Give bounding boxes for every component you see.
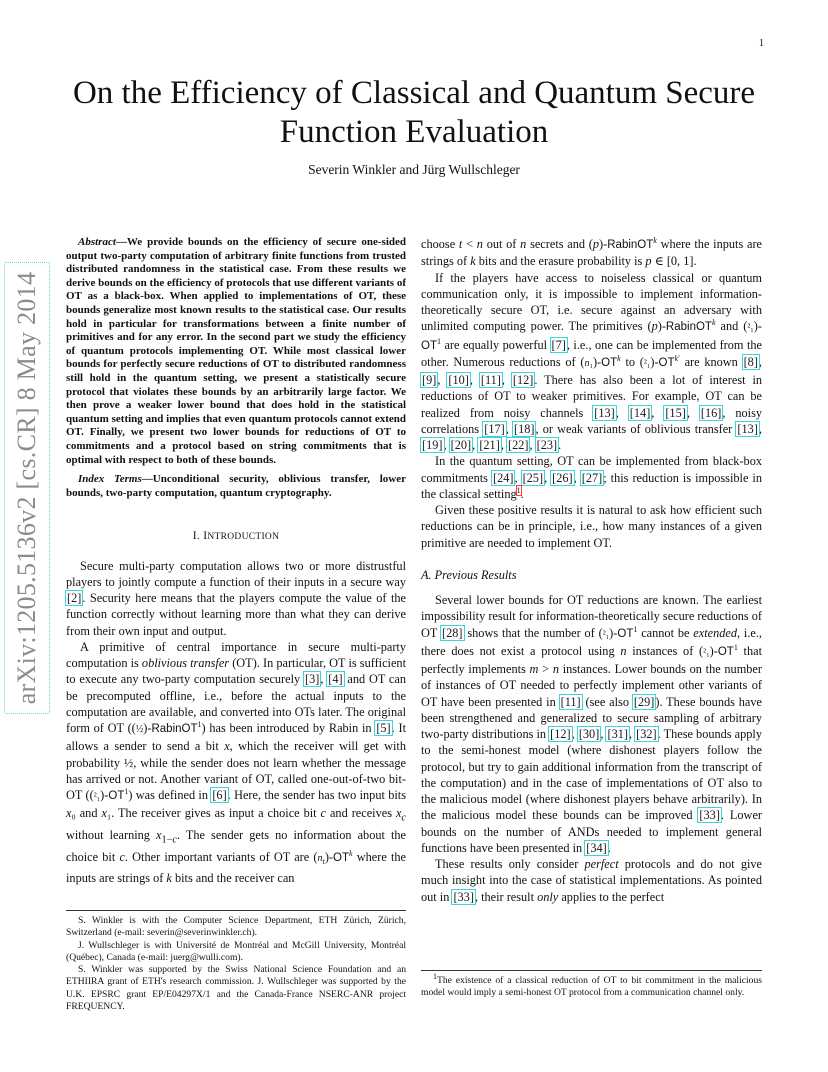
subsection-heading-previous-results: A. Previous Results <box>421 567 517 582</box>
arxiv-stamp[interactable] <box>4 262 50 714</box>
author-list: Severin Winkler and Jürg Wullschleger <box>308 162 520 177</box>
abstract-text: —We provide bounds on the efficiency of secure one-sided output two-party computation of arbitrary finite functions from trusted distributed randomness in the statistical case. From these results we derive bounds on the efficiency of protocols that use different variants of OT as a black-box. When applied to implementations of OT, these bounds generalize most known results to the statistical case. Our results hold in particular for transformations between a finite number of primitives and for any error. In the second part we study the efficiency of quantum protocols implementing OT. While most classical lower bounds for perfectly secure reductions of OT to distributed randomness still hold in the quantum setting, we present a statistically secure protocol that violates these bounds by an arbitrarily large factor. We then prove a weaker lower bound that does hold in the statistical quantum setting and implies that even quantum protocols cannot extend OT. Finally, we present two lower bounds for reductions of OT to commitments and a protocol based on string commitments that is optimal with respect to both of these bounds. <box>66 236 406 466</box>
footnote-affiliation-winkler: S. Winkler is with the Computer Science Department, ETH Zürich, Zürich, Switzerland (e-mail: severin@severinwinkler.ch). <box>66 915 406 939</box>
citation-link[interactable]: [34] <box>586 840 607 855</box>
footnote-1: $^1$The existence of a classical reduction of OT to bit commitment in the malicious model would imply a semi-honest OT protocol from a communication channel only. <box>421 971 762 999</box>
citation-link[interactable]: [13] <box>737 421 758 436</box>
citation-link[interactable]: [32] <box>636 727 657 741</box>
citation-link[interactable]: [4] <box>328 672 343 687</box>
citation-link[interactable]: [31] <box>607 727 628 741</box>
page-number: 1 <box>759 38 764 49</box>
citation-link[interactable]: [6] <box>212 788 227 803</box>
intro-paragraph-4: In the quantum setting, OT can be implemented from black-box commitments [24], [25], [26], [27]; this reduction is impossible in the classical setting$^1$. <box>421 454 762 501</box>
citation-link[interactable]: [22] <box>507 438 529 452</box>
citation-link[interactable]: [7] <box>551 337 566 352</box>
citation-link[interactable]: [2] <box>67 591 82 606</box>
citation-link[interactable]: [25] <box>522 470 544 485</box>
intro-paragraph-2: A primitive of central importance in secure multi-party computation is oblivious transfer (OT). In particular, OT is sufficient to execute any two-party computation securely [3], [4] and OT can be precomputed offline, i.e., before the actual inputs to the computation are available, and converted into OTs later. The original form of OT ((½)-RabinOT$^1$) has been introduced by Rabin in [5]. It allows a sender to send a bit x, which the receiver will get with probability ½, while the sender does not learn whether the message has arrived or not. Another variant of OT, called one-out-of-two bit-OT $((^2_1)-OT^1)$ was defined in [6]. Here, the sender has two input bits x₀ and x₁. The receiver gives as input a choice bit c and receives $x_c$ without learning $x_{1-c}$. The sender gets no information about the choice bit c. Other important variants of OT are $(n_t)-OT^k$ where the inputs are strings of k bits and the receiver can <box>66 639 407 885</box>
citation-link[interactable]: [3] <box>304 672 320 687</box>
citation-link[interactable]: [30] <box>578 727 600 741</box>
index-terms <box>66 473 406 500</box>
right-column <box>421 236 762 905</box>
citation-link[interactable]: [19] <box>422 438 443 452</box>
citation-link[interactable]: [12] <box>550 727 571 741</box>
index-terms-lead: Index Terms <box>78 473 142 486</box>
citation-link[interactable]: [8] <box>743 354 758 369</box>
footnote-affiliation-wullschleger: J. Wullschleger is with Université de Montréal and McGill University, Montréal (Québec), Canada (e-mail: juerg@wulli.com). <box>66 939 406 963</box>
citation-link[interactable]: [21] <box>479 438 500 452</box>
citation-link[interactable]: [20] <box>450 438 472 452</box>
citation-link[interactable]: [24] <box>492 470 514 485</box>
footnotes-right <box>421 970 762 1000</box>
citation-link[interactable]: [13] <box>594 405 615 420</box>
citation-link[interactable]: [14] <box>629 405 651 420</box>
intro-paragraph-5: Given these positive results it is natural to ask how efficient such reductions can be in principle, i.e., how many instances of a given primitive are needed to implement OT. <box>421 503 762 550</box>
citation-link[interactable]: [10] <box>448 373 469 387</box>
citation-link[interactable]: [27] <box>581 470 603 485</box>
abstract <box>66 236 406 467</box>
citation-link[interactable]: [33] <box>699 808 720 823</box>
section-heading-introduction: I. INTRODUCTION <box>192 530 280 543</box>
citation-link[interactable]: [11] <box>560 694 581 709</box>
previous-results-paragraph-2: These results only consider perfect protocols and do not give much insight into the case of statistical implementations. As pointed out in [33], their result only applies to the perfect <box>421 857 762 904</box>
citation-link[interactable]: [9] <box>422 373 437 387</box>
intro-paragraph-3: If the players have access to noiseless classical or quantum communication only, it is impossible to implement information-theoretically secure OT, i.e. secure against an adversary with unlimited computing power. The primitives (p)-RabinOT$^k$ and $(^2_1)-OT^1$ are equally powerful [7], i.e., one can be implemented from the other. Numerous reductions of $(n_1)-OT^k$ to $(^2_1)-OT^{k'}$ are known [8], [9], [10], [11], [12]. There has also been a lot of interest in reductions of OT to weaker primitives. For example, OT can be realized from noisy channels [13], [14], [15], [16], noisy correlations [17], [18], or weak variants of oblivious transfer [13], [19], [20], [21], [22], [23]. <box>421 270 763 452</box>
intro-paragraph-1: Secure multi-party computation allows two or more distrustful players to jointly compute a function of their inputs in a secure way [2]. Security here means that the players compute the value of the function correctly without learning more than what they can derive from their own input and output. <box>66 558 406 638</box>
footnote-link[interactable]: 1 <box>516 485 521 495</box>
citation-link[interactable]: [33] <box>453 889 474 904</box>
citation-link[interactable]: [29] <box>633 694 655 709</box>
citation-link[interactable]: [17] <box>484 421 505 436</box>
index-terms-text: —Unconditional security, oblivious transfer, lower bounds, two-party computation, quantum cryptography. <box>66 473 406 499</box>
citation-link[interactable]: [15] <box>665 405 686 420</box>
intro-paragraph-2-continued: choose t < n out of n secrets and (p)-RabinOT$^k$ where the inputs are strings of k bits and the erasure probability is p ∈ [0, 1]. <box>421 235 762 269</box>
citation-link[interactable]: [12] <box>512 373 534 387</box>
citation-link[interactable]: [16] <box>700 405 722 420</box>
abstract-lead: Abstract <box>78 236 116 248</box>
paper-title: On the Efficiency of Classical and Quantum Secure Function Evaluation <box>72 75 756 150</box>
previous-results-paragraph-1: Several lower bounds for OT reductions are known. The earliest impossibility result for information-theoretically secure reductions of OT [28] shows that the number of $(^2_1)-OT^1$ cannot be extended, i.e., there does not exist a protocol using n instances of $(^2_1)-OT^1$ that perfectly implements m > n instances. Lower bounds on the number of instances of OT needed to perfectly implement other variants of OT have been presented in [11] (see also [29]). These bounds have been strengthened and generalized to secure sampling of arbitrary two-party distributions in [12], [30], [31], [32]. These bounds apply to the semi-honest model (where dishonest players follow the protocol, but try to gain additional information from the transcript of the computation) and in the case of implementations of OT also to the malicious model (where dishonest players behave arbitrarily). In the malicious model these bounds can be improved [33]. Lower bounds on the number of ANDs needed to implement general functions have been presented in [34]. <box>421 593 762 855</box>
footnotes-left <box>66 910 406 1013</box>
citation-link[interactable]: [5] <box>376 721 391 736</box>
footnote-funding: S. Winkler was supported by the Swiss National Science Foundation and an ETHIIRA grant of ETH's research commission. J. Wullschleger was supported by the U.K. EPSRC grant EP/E04297X/1 and the Canada-France NSERC-ANR project FREQUENCY. <box>66 964 406 1013</box>
arxiv-identifier: arXiv:1205.5136v2 [cs.CR] 8 May 2014 <box>12 271 41 705</box>
citation-link[interactable]: [28] <box>442 625 463 640</box>
left-column <box>66 236 406 886</box>
footnote-1-text: The existence of a classical reduction of OT to bit commitment in the malicious model would imply a semi-honest OT protocol from a communication channel only. <box>421 975 762 999</box>
citation-link[interactable]: [18] <box>513 421 535 436</box>
citation-link[interactable]: [26] <box>552 470 573 485</box>
citation-link[interactable]: [23] <box>536 438 558 452</box>
citation-link[interactable]: [11] <box>480 373 501 387</box>
